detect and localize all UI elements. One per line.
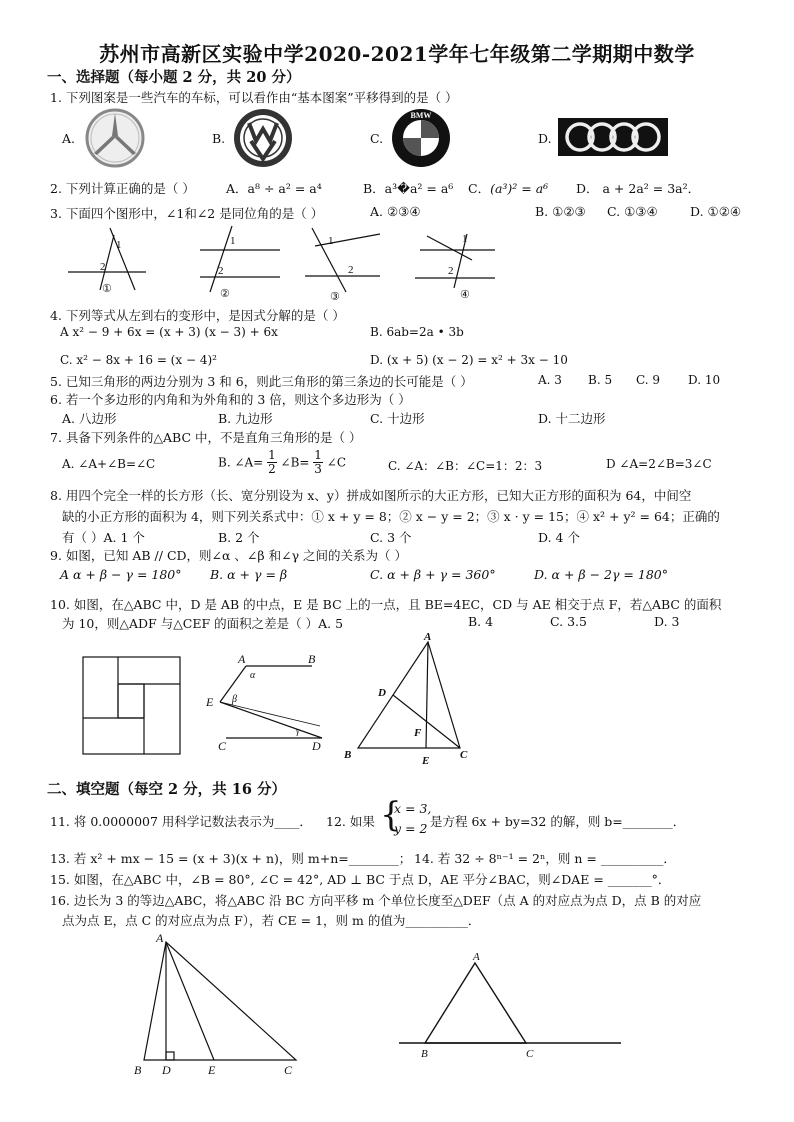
bmw-logo <box>390 107 452 169</box>
section-choice-heading: 一、选择题（每小题 2 分，共 20 分） <box>47 69 301 86</box>
q2-option-c[interactable] <box>468 179 548 197</box>
question-6-stem: 6. 若一个多边形的内角和为外角和的 3 倍，则这个多边形为（ ） <box>50 392 411 407</box>
question-2-stem: 2. 下列计算正确的是（ ） <box>50 181 195 196</box>
fig9-point-a: A <box>238 652 246 666</box>
q2-option-c-label: C． <box>468 181 491 196</box>
q7-fraction-half <box>267 449 277 476</box>
fig2-transversal <box>210 226 232 292</box>
q5-option-b[interactable]: B. 5 <box>588 373 613 387</box>
question-3-stem: 3. 下面四个图形中，∠1和∠2 是同位角的是（ ） <box>50 206 324 221</box>
q7-option-a[interactable]: A. ∠A+∠B=∠C <box>62 457 156 471</box>
q6-option-d[interactable]: D. 十二边形 <box>538 411 606 426</box>
q1-option-b[interactable]: B. <box>212 131 226 146</box>
q12-system-brace: { <box>380 795 402 835</box>
q4-option-b[interactable]: B. 6ab=2a • 3b <box>370 325 464 339</box>
q2-option-b[interactable]: B．a³�a² = a⁶ <box>363 181 454 196</box>
q10-option-d[interactable]: D. 3 <box>654 614 680 629</box>
q8-square-figure <box>82 656 182 756</box>
question-12-pre: 12. 如果 <box>326 814 375 829</box>
mercedes-logo <box>84 107 146 169</box>
fig9-point-b: B <box>308 652 316 666</box>
fig10-point-c: C <box>460 749 468 761</box>
fig3-label: ③ <box>330 291 340 303</box>
q12-equation-2: y = 2 <box>394 821 428 836</box>
fig15-point-e: E <box>208 1063 216 1077</box>
q7-option-d[interactable]: D ∠A=2∠B=3∠C <box>606 457 712 471</box>
question-11: 11. 将 0.0000007 用科学记数法表示为____． <box>50 814 312 829</box>
fig1-angle-2: 2 <box>100 261 106 273</box>
q5-option-a[interactable]: A. 3 <box>538 373 562 387</box>
question-1-stem: 1. 下列图案是一些汽车的车标，可以看作由“基本图案”平移得到的是（ ） <box>50 90 458 105</box>
q9-option-a[interactable]: A α + β − γ = 180° <box>60 567 182 582</box>
q5-option-c[interactable]: C. 9 <box>636 373 661 387</box>
q16-equilateral-triangle-figure <box>395 948 630 1063</box>
audi-logo <box>558 118 668 156</box>
q9-option-d[interactable]: D. α + β − 2γ = 180° <box>534 567 668 582</box>
q1-option-d[interactable]: D. <box>538 131 552 146</box>
question-8-line-1: 8. 用四个完全一样的长方形（长、宽分别设为 x、y）拼成如图所示的大正方形，已知大正方形的面积为 64，中间空 <box>50 488 692 503</box>
fig15-point-c: C <box>284 1063 293 1077</box>
q1-option-c[interactable]: C. <box>370 131 384 146</box>
fig9-angle-alpha: α <box>250 670 256 681</box>
q8-option-a[interactable]: 有（ ）A. 1 个 <box>62 530 145 545</box>
q2-option-c-expr: (a³)² = a⁶ <box>490 181 549 196</box>
question-16-line-1: 16. 边长为 3 的等边△ABC，将△ABC 沿 BC 方向平移 m 个单位长度至△DEF（点 A 的对应点为点 D，点 B 的对应 <box>50 893 702 908</box>
q2-option-a[interactable]: A．a⁸ ÷ a² = a⁴ <box>226 181 322 196</box>
fig2-label: ② <box>220 288 230 300</box>
q3-option-b[interactable]: B. ①②③ <box>535 204 586 219</box>
fig10-point-a: A <box>424 631 432 643</box>
question-10-line-1: 10. 如图，在△ABC 中，D 是 AB 的中点，E 是 BC 上的一点，且 BE=4EC，CD 与 AE 相交于点 F，若△ABC 的面积 <box>50 597 722 612</box>
question-15: 15. 如图，在△ABC 中，∠B = 80°, ∠C = 42°, AD ⊥ BC 于点 D，AE 平分∠BAC，则∠DAE = _______°． <box>50 872 671 887</box>
q10-option-c[interactable]: C. 3.5 <box>550 614 587 629</box>
question-8-line-2: 缺的小正方形的面积为 4，则下列关系式中：① x + y = 8；② x − y = 2；③ x · y = 15；④ x² + y² = 64；正确的 <box>62 509 720 524</box>
question-4-stem: 4. 下列等式从左到右的变形中，是因式分解的是（ ） <box>50 308 345 323</box>
q8-option-d[interactable]: D. 4 个 <box>538 530 580 545</box>
q5-option-d[interactable]: D. 10 <box>688 373 721 387</box>
page-title: 苏州市高新区实验中学2020-2021学年七年级第二学期期中数学 <box>99 42 695 66</box>
q9-parallel-lines-figure <box>200 648 340 760</box>
q10-option-b[interactable]: B. 4 <box>468 614 494 629</box>
q7-option-c[interactable]: C. ∠A：∠B：∠C=1：2：3 <box>388 459 543 473</box>
section-fill-heading: 二、填空题（每空 2 分，共 16 分） <box>47 781 286 798</box>
question-7-stem: 7. 具备下列条件的△ABC 中，不是直角三角形的是（ ） <box>50 430 362 445</box>
q3-option-d[interactable]: D. ①②④ <box>690 204 742 219</box>
fig9-point-c: C <box>218 739 227 753</box>
third-numerator: 1 <box>314 448 322 462</box>
q9-option-b[interactable]: B. α + γ = β <box>210 567 288 582</box>
q7-option-b-label: B. ∠A= <box>218 455 264 470</box>
q3-figures <box>50 220 740 305</box>
q7-option-b-post: ∠C <box>326 455 347 470</box>
fig9-angle-beta: β <box>232 694 237 705</box>
question-13: 13. 若 x² + mx − 15 = (x + 3)(x + n)，则 m+n=________； <box>50 851 412 866</box>
q7-option-b-mid: ∠B= <box>280 455 310 470</box>
fig15-point-d: D <box>162 1063 171 1077</box>
q10-option-a[interactable]: 为 10，则△ADF 与△CEF 的面积之差是（ ）A. 5 <box>62 616 344 631</box>
q4-option-d[interactable]: D. (x + 5) (x − 2) = x² + 3x − 10 <box>370 353 568 367</box>
q10-triangle-figure <box>338 630 478 770</box>
fig16-point-a: A <box>473 951 480 963</box>
question-9-stem: 9. 如图，已知 AB // CD，则∠α 、∠β 和∠γ 之间的关系为（ ） <box>50 548 407 563</box>
fig10-point-d: D <box>378 687 386 699</box>
fig4-angle-2: 2 <box>448 265 454 277</box>
fig4-label: ④ <box>460 289 470 301</box>
question-12-post: 是方程 6x + by=32 的解，则 b=________． <box>430 814 686 829</box>
fig16-point-b: B <box>421 1048 428 1060</box>
q2-option-d[interactable]: D． a + 2a² = 3a²． <box>576 181 701 196</box>
q7-fraction-third <box>313 449 323 476</box>
fig15-point-a: A <box>156 931 164 945</box>
half-denominator: 2 <box>268 462 276 476</box>
question-14: 14. 若 32 ÷ 8ⁿ⁻¹ = 2ⁿ，则 n = __________． <box>414 851 676 866</box>
q6-option-a[interactable]: A. 八边形 <box>62 411 117 426</box>
fig3-angle-1: 1 <box>328 235 334 247</box>
question-5-stem: 5. 已知三角形的两边分别为 3 和 6，则此三角形的第三条边的长可能是（ ） <box>50 374 473 389</box>
fig4-angle-1: 1 <box>462 233 468 245</box>
q9-option-c[interactable]: C. α + β + γ = 360° <box>370 567 496 582</box>
q8-option-c[interactable]: C. 3 个 <box>370 530 412 545</box>
fig9-point-d: D <box>312 739 321 753</box>
fig9-angle-gamma: γ <box>296 726 300 736</box>
fig2-angle-1: 1 <box>230 235 236 247</box>
q4-option-a[interactable]: A x² − 9 + 6x = (x + 3) (x − 3) + 6x <box>60 325 278 339</box>
fig2-angle-2: 2 <box>218 265 224 277</box>
fig1-angle-1: 1 <box>116 239 122 251</box>
q7-option-b[interactable] <box>218 449 346 476</box>
fig15-point-b: B <box>134 1063 142 1077</box>
q6-option-b[interactable]: B. 九边形 <box>218 411 273 426</box>
question-16-line-2: 点为点 E，点 C 的对应点为点 F），若 CE = 1，则 m 的值为__________． <box>62 913 481 928</box>
fig1-label: ① <box>102 283 112 295</box>
fig10-point-b: B <box>344 749 352 761</box>
q3-option-c[interactable]: C. ①③④ <box>607 204 658 219</box>
fig9-point-e: E <box>206 695 214 709</box>
q4-option-c[interactable]: C. x² − 8x + 16 = (x − 4)² <box>60 353 217 367</box>
fig3-line-top <box>315 234 380 246</box>
volkswagen-logo <box>232 107 294 169</box>
q3-option-a[interactable]: A. ②③④ <box>370 204 421 219</box>
q1-option-a[interactable]: A. <box>62 131 76 146</box>
q12-equation-1: x = 3, <box>394 801 432 816</box>
bmw-logo-text: BMW <box>410 111 432 120</box>
fig16-point-c: C <box>526 1048 534 1060</box>
half-numerator: 1 <box>268 448 276 462</box>
third-denominator: 3 <box>314 462 322 476</box>
q15-triangle-figure <box>130 930 310 1080</box>
fig10-point-f: F <box>414 727 422 739</box>
q6-option-c[interactable]: C. 十边形 <box>370 411 425 426</box>
fig10-point-e: E <box>422 755 430 767</box>
fig3-angle-2: 2 <box>348 264 354 276</box>
q8-option-b[interactable]: B. 2 个 <box>218 530 260 545</box>
